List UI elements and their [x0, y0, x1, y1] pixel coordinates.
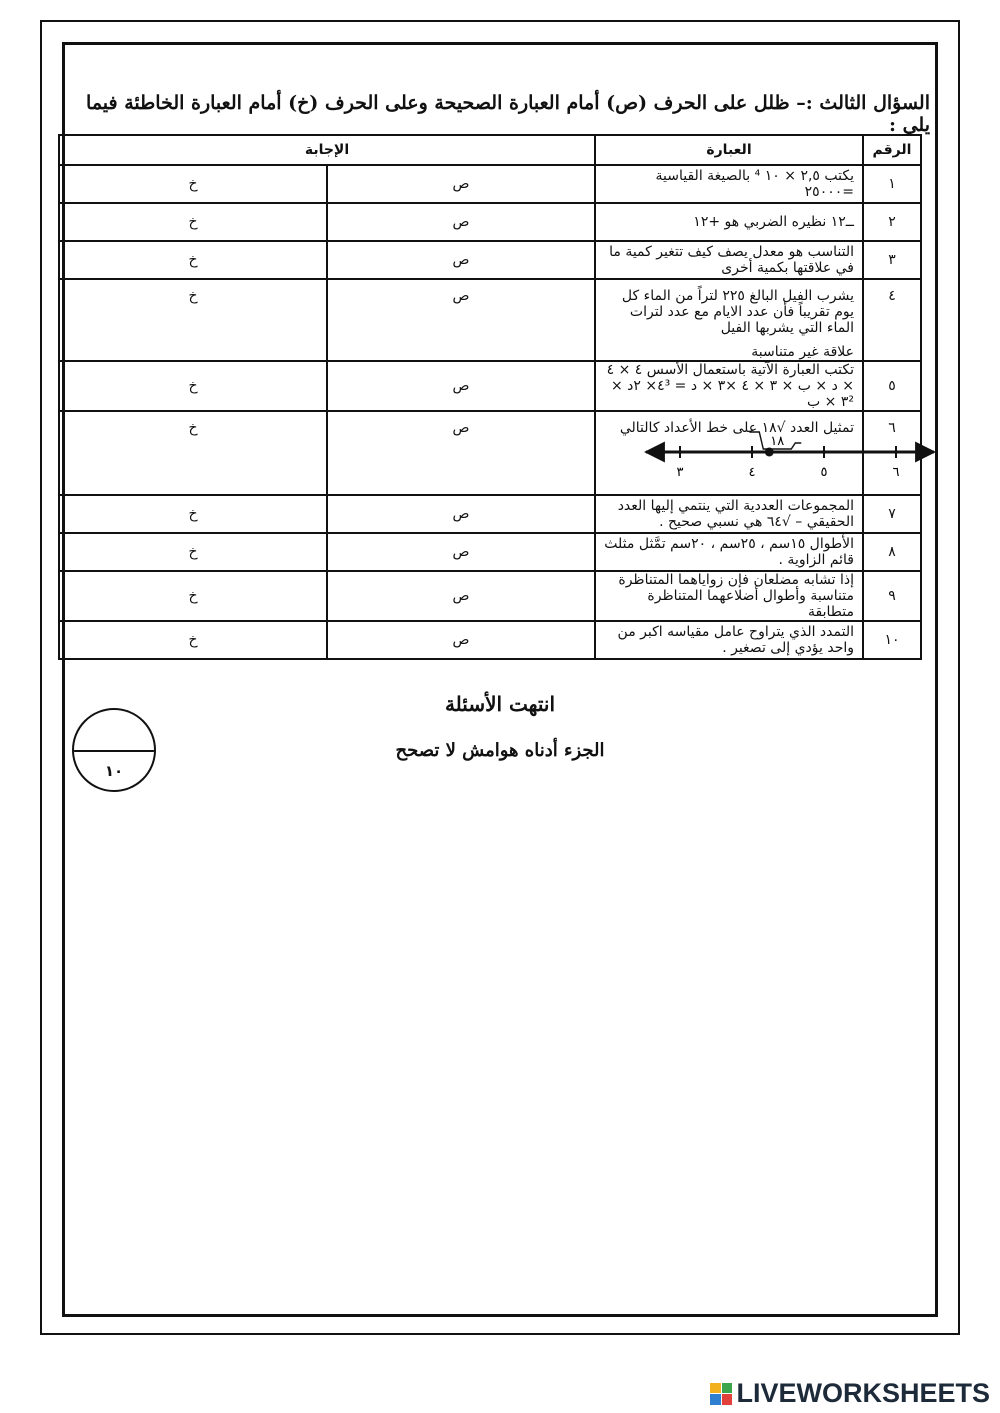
table-row [59, 279, 921, 361]
table-row [59, 361, 921, 411]
row-number: ٤ [863, 279, 921, 361]
number-line-tick-label: ٣ [676, 465, 684, 480]
table-row [59, 411, 921, 495]
false-option[interactable]: خ [59, 571, 327, 621]
true-option[interactable]: ص [327, 533, 595, 571]
watermark [710, 1378, 990, 1409]
row-statement: إذا تشابه مضلعان فإن زواياهما المتناظرة متناسبة وأطوال أضلاعهما المتناظرة متطابقة [595, 571, 863, 621]
table-row [59, 165, 921, 203]
row-statement-line1: يشرب الفيل البالغ ٢٢٥ لتراً من الماء كل يوم تقريباً فأن عدد الايام مع عدد لترات الماء التي يشربها الفيل [621, 288, 854, 336]
row-number: ٨ [863, 533, 921, 571]
row-number: ٢ [863, 203, 921, 241]
header-answer: الإجابة [59, 135, 595, 165]
false-option[interactable]: خ [59, 411, 327, 495]
true-option[interactable]: ص [327, 495, 595, 533]
row-number: ٣ [863, 241, 921, 279]
false-option[interactable]: خ [59, 165, 327, 203]
table-row [59, 533, 921, 571]
table-row [59, 203, 921, 241]
true-option[interactable]: ص [327, 165, 595, 203]
score-total: ١٠ [104, 762, 124, 780]
header-number: الرقم [863, 135, 921, 165]
false-option[interactable]: خ [59, 361, 327, 411]
question-title: السؤال الثالث :– ظلل على الحرف (ص) أمام العبارة الصحيحة وعلى الحرف (خ) أمام العبارة الخاطئة فيما يلي : [86, 92, 930, 136]
margin-note: الجزء أدناه هوامش لا تصحح [395, 740, 605, 761]
false-option[interactable]: خ [59, 533, 327, 571]
number-line [642, 430, 942, 482]
table-row [59, 495, 921, 533]
number-line-tick-label: ٥ [820, 465, 828, 480]
row-statement: التناسب هو معدل يصف كيف تتغير كمية ما في علاقتها بكمية أخرى [595, 241, 863, 279]
true-option[interactable]: ص [327, 361, 595, 411]
false-option[interactable]: خ [59, 241, 327, 279]
row-number: ١ [863, 165, 921, 203]
row-number: ١٠ [863, 621, 921, 659]
watermark-text: LIVEWORKSHEETS [736, 1378, 990, 1408]
table-row [59, 621, 921, 659]
table-row [59, 241, 921, 279]
false-option[interactable]: خ [59, 621, 327, 659]
true-option[interactable]: ص [327, 621, 595, 659]
row-statement: ــ١٢ نظيره الضربي هو +١٢ [595, 203, 863, 241]
liveworksheets-logo-icon [710, 1383, 732, 1405]
row-statement: يكتب ٢,٥ × ١٠ ⁴ بالصيغة القياسية =٢٥٠٠٠ [595, 165, 863, 203]
table-row [59, 571, 921, 621]
row-statement: التمدد الذي يتراوح عامل مقياسه اكبر من واحد يؤدي إلى تصغير . [595, 621, 863, 659]
header-statement: العبارة [595, 135, 863, 165]
row-statement: المجموعات العددية التي ينتمي إليها العدد الحقيقي – √٦٤ هي نسبي صحيح . [595, 495, 863, 533]
false-option[interactable]: خ [59, 203, 327, 241]
false-option[interactable]: خ [59, 495, 327, 533]
true-option[interactable]: ص [327, 279, 595, 361]
row-number: ٦ [863, 411, 921, 495]
false-option[interactable]: خ [59, 279, 327, 361]
row-statement [595, 411, 900, 495]
score-divider [74, 750, 154, 752]
true-option[interactable]: ص [327, 203, 595, 241]
row-statement-line2: علاقة غير متناسبة [751, 344, 854, 360]
row-number: ٥ [863, 361, 921, 411]
row-statement [595, 279, 863, 361]
true-option[interactable]: ص [327, 241, 595, 279]
score-circle [72, 708, 156, 792]
row-statement: الأطوال ١٥سم ، ٢٥سم ، ٢٠سم تمَّثل مثلث قائم الزاوية . [595, 533, 863, 571]
end-of-questions: انتهت الأسئلة [444, 692, 556, 716]
row-statement-text: تمثيل العدد √١٨ على خط الأعداد كالتالي [619, 420, 854, 436]
number-line-tick-label: ٦ [892, 465, 900, 480]
true-option[interactable]: ص [327, 411, 595, 495]
true-option[interactable]: ص [327, 571, 595, 621]
header-row [59, 135, 921, 165]
true-false-table [58, 134, 922, 660]
root-label: ١٨ [770, 434, 785, 449]
row-number: ٩ [863, 571, 921, 621]
number-line-tick-label: ٤ [748, 465, 756, 480]
row-number: ٧ [863, 495, 921, 533]
row-statement: تكتب العبارة الآتية باستعمال الأسس ٤ × ٤ × د × ب × ٣ × ٤ ×٣ × د = ٤³× ٢د × ٣² × ب [595, 361, 863, 411]
